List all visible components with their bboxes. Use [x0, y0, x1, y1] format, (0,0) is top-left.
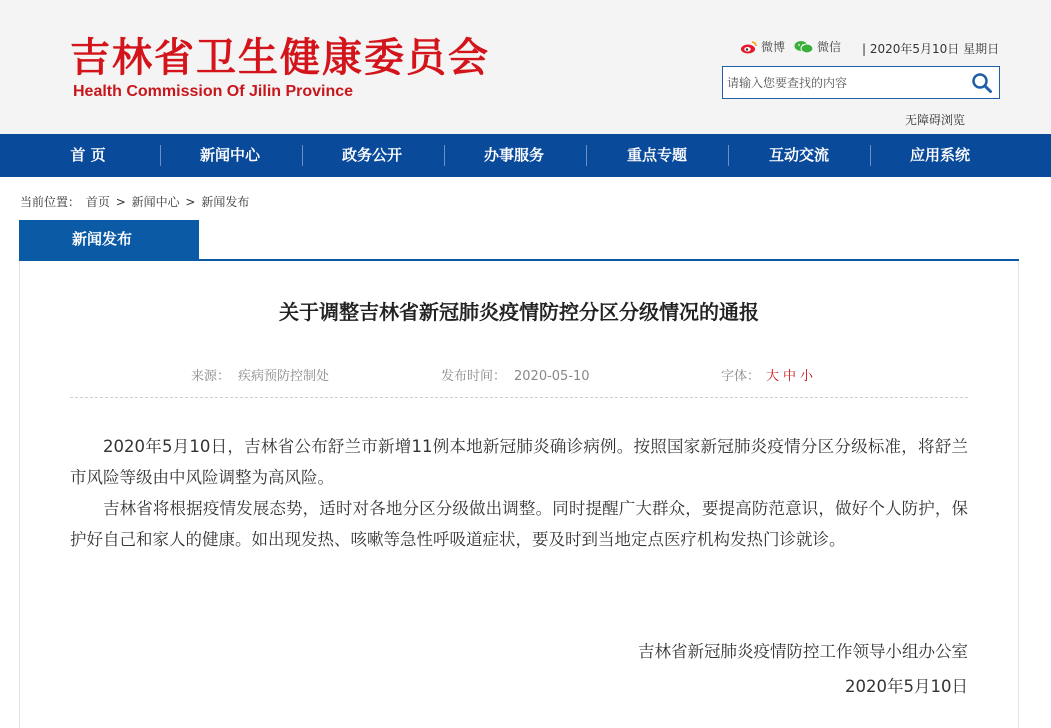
- site-logo-en[interactable]: Health Commission Of Jilin Province: [73, 83, 354, 100]
- breadcrumb-home[interactable]: 首页: [85, 195, 110, 209]
- font-label: 字体：: [721, 369, 761, 384]
- nav-item-topics[interactable]: 重点专题: [626, 146, 687, 164]
- breadcrumb-news-center[interactable]: 新闻中心: [131, 195, 180, 209]
- nav-separator: [444, 145, 445, 166]
- current-date: | 2020年5月10日 星期日: [862, 42, 1000, 56]
- search-input[interactable]: [727, 71, 965, 94]
- article-signature: 吉林省新冠肺炎疫情防控工作领导小组办公室: [638, 642, 968, 661]
- publish-label: 发布时间：: [441, 369, 507, 384]
- nav-item-gov-affairs[interactable]: 政务公开: [341, 146, 402, 164]
- nav-separator: [160, 145, 161, 166]
- article-title: 关于调整吉林省新冠肺炎疫情防控分区分级情况的通报: [279, 300, 759, 324]
- weibo-link[interactable]: [740, 38, 785, 55]
- section-tab-news-release: 新闻发布: [19, 220, 199, 259]
- weixin-link[interactable]: [794, 38, 841, 55]
- article-sign-date: 2020年5月10日: [845, 677, 968, 696]
- font-large-button[interactable]: 大: [766, 369, 780, 384]
- nav-item-services[interactable]: 办事服务: [483, 146, 544, 164]
- nav-item-apps[interactable]: 应用系统: [909, 146, 970, 164]
- font-small-button[interactable]: 小: [800, 369, 814, 384]
- nav-item-news[interactable]: 新闻中心: [199, 146, 260, 164]
- meta-divider: [70, 397, 968, 398]
- search-icon: [971, 72, 993, 94]
- breadcrumb-prefix: 当前位置：: [20, 195, 81, 209]
- article-publish-time: [441, 365, 590, 384]
- nav-separator: [586, 145, 587, 166]
- font-size-control: [721, 365, 817, 384]
- article-body: [70, 431, 968, 555]
- weibo-label: 微博: [761, 40, 786, 54]
- publish-value: 2020-05-10: [514, 369, 590, 384]
- nav-item-home[interactable]: 首 页: [70, 146, 106, 164]
- weibo-icon: [740, 40, 758, 54]
- site-header: [0, 0, 1051, 134]
- nav-item-interaction[interactable]: 互动交流: [768, 146, 829, 164]
- breadcrumb-separator: >: [115, 195, 126, 209]
- source-label: 来源：: [191, 369, 231, 384]
- wechat-icon: [794, 40, 814, 54]
- breadcrumb-news-release[interactable]: 新闻发布: [201, 195, 250, 209]
- nav-separator: [870, 145, 871, 166]
- breadcrumb-separator: >: [185, 195, 196, 209]
- article-paragraph: 2020年5月10日，吉林省公布舒兰市新增11例本地新冠肺炎确诊病例。按照国家新冠肺炎疫情分区分级标准，将舒兰市风险等级由中风险调整为高风险。: [70, 437, 968, 487]
- article-source: [191, 365, 329, 384]
- main-nav: [0, 134, 1051, 177]
- accessible-browse-link[interactable]: 无障碍浏览: [905, 113, 966, 127]
- nav-separator: [728, 145, 729, 166]
- site-logo-cn[interactable]: 吉林省卫生健康委员会: [70, 35, 490, 81]
- article-paragraph: 吉林省将根据疫情发展态势，适时对各地分区分级做出调整。同时提醒广大群众，要提高防范意识，做好个人防护，保护好自己和家人的健康。如出现发热、咳嗽等急性呼吸道症状，要及时到当地定点医疗机构发热门诊就诊。: [70, 499, 968, 549]
- breadcrumb: [20, 193, 251, 210]
- weixin-label: 微信: [817, 40, 842, 54]
- nav-separator: [302, 145, 303, 166]
- search-box: [722, 66, 1000, 99]
- search-button[interactable]: [971, 72, 993, 94]
- source-value: 疾病预防控制处: [238, 369, 330, 384]
- font-medium-button[interactable]: 中: [783, 369, 797, 384]
